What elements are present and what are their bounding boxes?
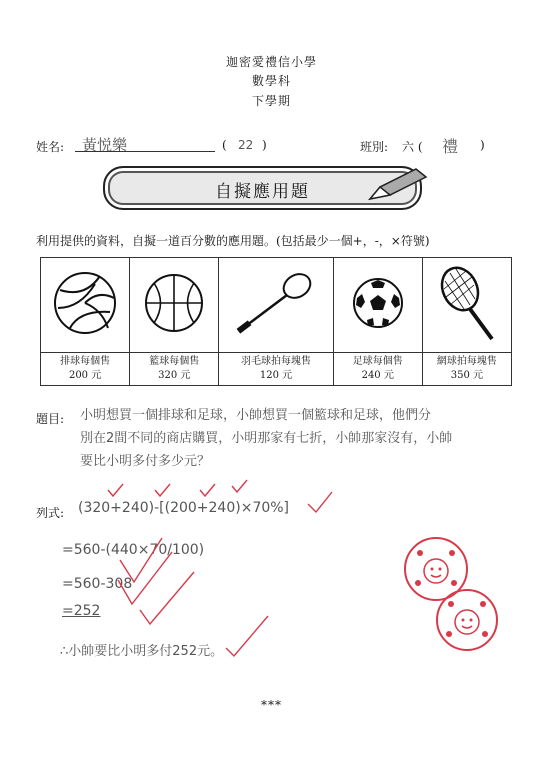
question-line: 小明想買一個排球和足球，小帥想買一個籃球和足球，他們分 <box>80 408 432 423</box>
item-price: 350 元 <box>450 370 484 381</box>
check-mark-icon <box>155 484 170 496</box>
instruction-text: 利用提供的資料，自擬一道百分數的應用題。(包括最少一個+，-，×符號) <box>36 234 430 248</box>
working-line: =252 <box>62 603 101 619</box>
item-name: 排球每個售 <box>60 356 111 367</box>
check-mark-icon <box>200 484 215 496</box>
number-open: ( <box>222 138 227 152</box>
item-name: 羽毛球拍每塊售 <box>240 356 311 367</box>
question-line: 別在2間不同的商店購買，小明那家有七折，小帥那家沒有，小帥 <box>80 431 453 446</box>
working-line: =560-(440×70/100) <box>62 542 205 558</box>
cartoon-face-icon <box>438 591 496 649</box>
item-name: 足球每個售 <box>352 356 403 367</box>
item-price: 240 元 <box>361 370 394 381</box>
check-mark-icon <box>232 480 247 492</box>
answer-line: ∴小帥要比小明多付252元。 <box>60 644 224 659</box>
check-mark-icon <box>226 616 268 656</box>
check-mark-icon <box>308 492 332 512</box>
reward-stamp <box>436 589 498 651</box>
footer-mark: *** <box>261 698 282 712</box>
question-line: 要比小明多付多少元？ <box>80 454 211 469</box>
item-price: 120 元 <box>259 370 293 381</box>
class-label: 班別: <box>360 140 389 154</box>
item-name: 籃球每個售 <box>149 356 200 367</box>
working-label: 列式: <box>36 506 65 520</box>
student-number: 22 <box>238 138 254 152</box>
class-close: ) <box>480 138 485 152</box>
number-close: ) <box>262 138 267 152</box>
check-mark-icon <box>118 552 172 604</box>
name-label: 姓名: <box>36 140 65 154</box>
item-price: 320 元 <box>158 370 191 381</box>
item-price: 200 元 <box>68 370 102 381</box>
banner-title: 自擬應用題 <box>215 182 310 202</box>
item-name: 網球拍每塊售 <box>436 356 497 367</box>
working-line: (320+240)-[(200+240)×70%] <box>78 500 290 516</box>
student-name: 黃悦樂 <box>82 136 128 154</box>
class-section: 禮 <box>442 137 459 156</box>
school-name: 迦密愛禮信小學 <box>225 55 317 69</box>
check-mark-icon <box>140 572 194 624</box>
question-label: 題目: <box>36 412 65 426</box>
term-title: 下學期 <box>251 94 291 108</box>
check-mark-icon <box>120 538 162 582</box>
class-value: 六 ( <box>402 140 423 154</box>
working-line: =560-308 <box>62 576 133 592</box>
check-mark-icon <box>108 484 123 496</box>
subject-title: 數學科 <box>251 74 291 88</box>
